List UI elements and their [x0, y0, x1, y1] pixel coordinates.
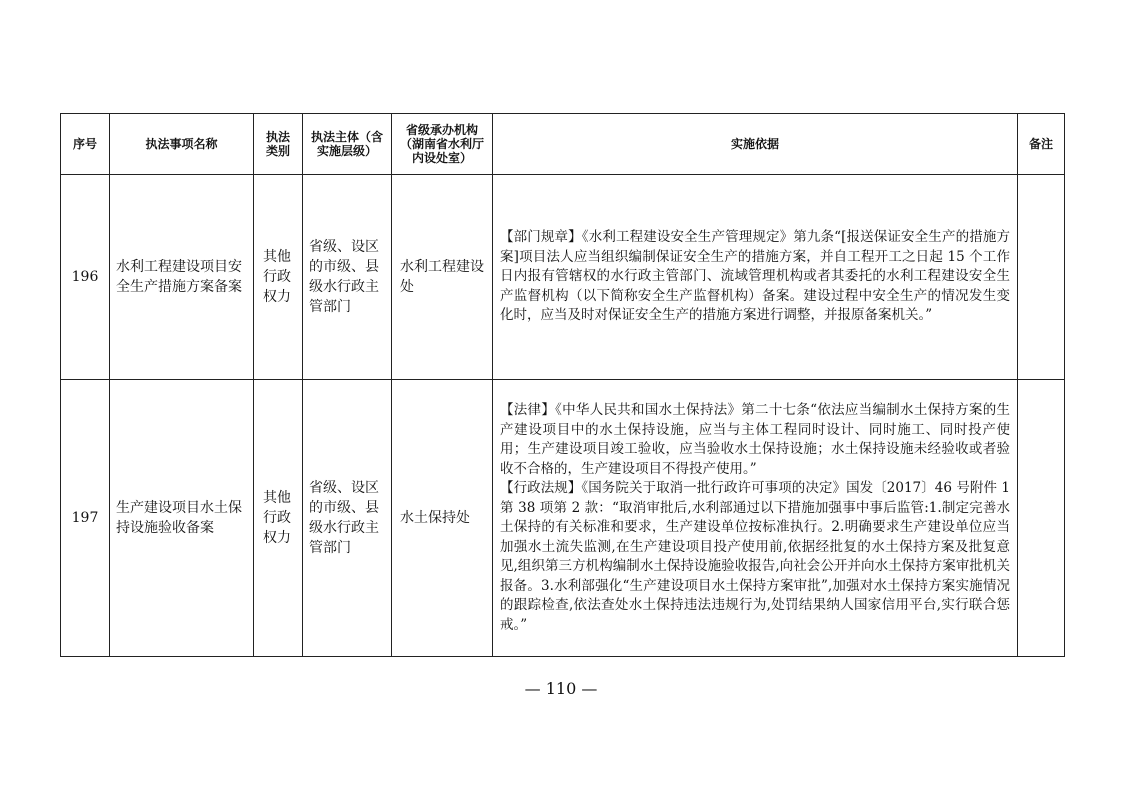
basis-paragraph: 【法律】《中华人民共和国水土保持法》第二十七条“依法应当编制水土保持方案的生产建设项目中的水土保持设施，应当与主体工程同时设计、同时施工、同时投产使用；生产建设项目竣工验收，应当验收水土保持设施；水土保持设施未经验收或者验收不合格的，生产建设项目不得投产使用。”	[500, 402, 1010, 477]
table-row	[61, 175, 1065, 380]
row-name: 水利工程建设项目安全生产措施方案备案	[110, 175, 254, 380]
row-basis	[493, 175, 1018, 380]
table-header-row	[61, 114, 1065, 175]
row-name: 生产建设项目水土保持设施验收备案	[110, 380, 254, 657]
row-category: 其他行政权力	[254, 175, 303, 380]
row-remark	[1018, 380, 1065, 657]
row-subject: 省级、设区的市级、县级水行政主管部门	[303, 175, 392, 380]
header-name: 执法事项名称	[110, 114, 254, 175]
row-basis	[493, 380, 1018, 657]
header-subject: 执法主体（含实施层级）	[303, 114, 392, 175]
row-office: 水利工程建设处	[392, 175, 493, 380]
row-category: 其他行政权力	[254, 380, 303, 657]
row-subject: 省级、设区的市级、县级水行政主管部门	[303, 380, 392, 657]
header-office: 省级承办机构（湖南省水利厅内设处室）	[392, 114, 493, 175]
header-category: 执法类别	[254, 114, 303, 175]
row-seq: 196	[61, 175, 110, 380]
basis-paragraph: 【行政法规】《国务院关于取消一批行政许可事项的决定》国发〔2017〕46 号附件 1 第 38 项第 2 款：“取消审批后,水利部通过以下措施加强事中事后监管:1.制定完善水土保持的有关标准和要求，生产建设单位按标准执行。2.明确要求生产建设单位应当加强水土流失监测,在生产建设项目投产使用前,依据经批复的水土保持方案及批复意见,组织第三方机构编制水土保持设施验收报告,向社会公开并向水土保持方案审批机关报备。3.水利部强化“生产建设项目水土保持方案审批”,加强对水土保持方案实施情况的跟踪检查,依法查处水土保持违法违规行为,处罚结果纳人国家信用平台,实行联合惩戒。”	[500, 480, 1010, 633]
row-remark	[1018, 175, 1065, 380]
header-basis: 实施依据	[493, 114, 1018, 175]
header-remark: 备注	[1018, 114, 1065, 175]
row-seq: 197	[61, 380, 110, 657]
enforcement-items-table	[60, 113, 1065, 657]
row-office: 水土保持处	[392, 380, 493, 657]
basis-paragraph: 【部门规章】《水利工程建设安全生产管理规定》第九条“[报送保证安全生产的措施方案]项目法人应当组织编制保证安全生产的措施方案，并自工程开工之日起 15 个工作日内报有管辖权的水行政主管部门、流域管理机构或者其委托的水利工程建设安全生产监督机构（以下简称安全生产监督机构）备案。建设过程中安全生产的情况发生变化时，应当及时对保证安全生产的措施方案进行调整，并报原备案机关。”	[500, 229, 1010, 324]
table-row	[61, 380, 1065, 657]
header-seq: 序号	[61, 114, 110, 175]
page-number: — 110 —	[524, 679, 598, 698]
